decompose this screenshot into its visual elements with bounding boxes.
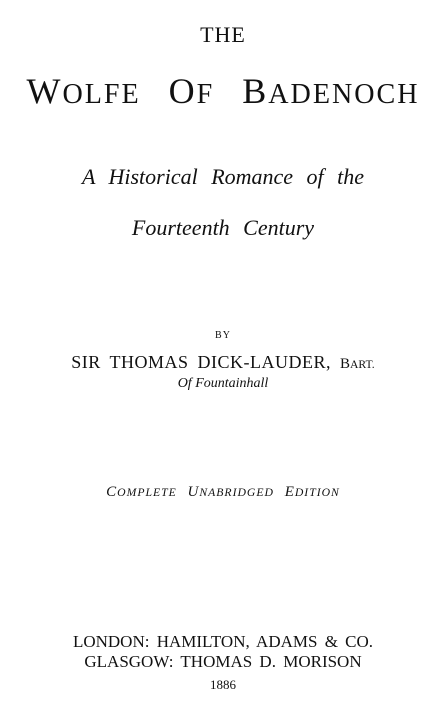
author-name: SIR THOMAS DICK-LAUDER, <box>71 352 331 372</box>
publication-year: 1886 <box>210 677 236 692</box>
subtitle-line-1: A Historical Romance of the <box>81 164 365 189</box>
publisher-line-1: LONDON: HAMILTON, ADAMS & CO. <box>72 632 374 651</box>
author-title: BART. <box>339 356 375 372</box>
edition-word: UNABRIDGED <box>187 484 274 500</box>
edition-word: COMPLETE <box>106 484 177 500</box>
book-title <box>0 70 446 112</box>
subtitle-line-2: Fourteenth Century <box>131 215 315 240</box>
book-title-word: BADENOCH <box>242 71 420 111</box>
book-title-word: OF <box>168 71 215 111</box>
publisher-line-2: GLASGOW: THOMAS D. MORISON <box>84 652 362 671</box>
edition-line <box>0 484 446 501</box>
title-article: THE <box>200 22 246 47</box>
book-title-word: WOLFE <box>26 71 141 111</box>
edition-word: EDITION <box>284 484 340 500</box>
author-line <box>0 352 446 373</box>
by-label: BY <box>215 330 231 341</box>
author-seat: Of Fountainhall <box>177 376 269 391</box>
